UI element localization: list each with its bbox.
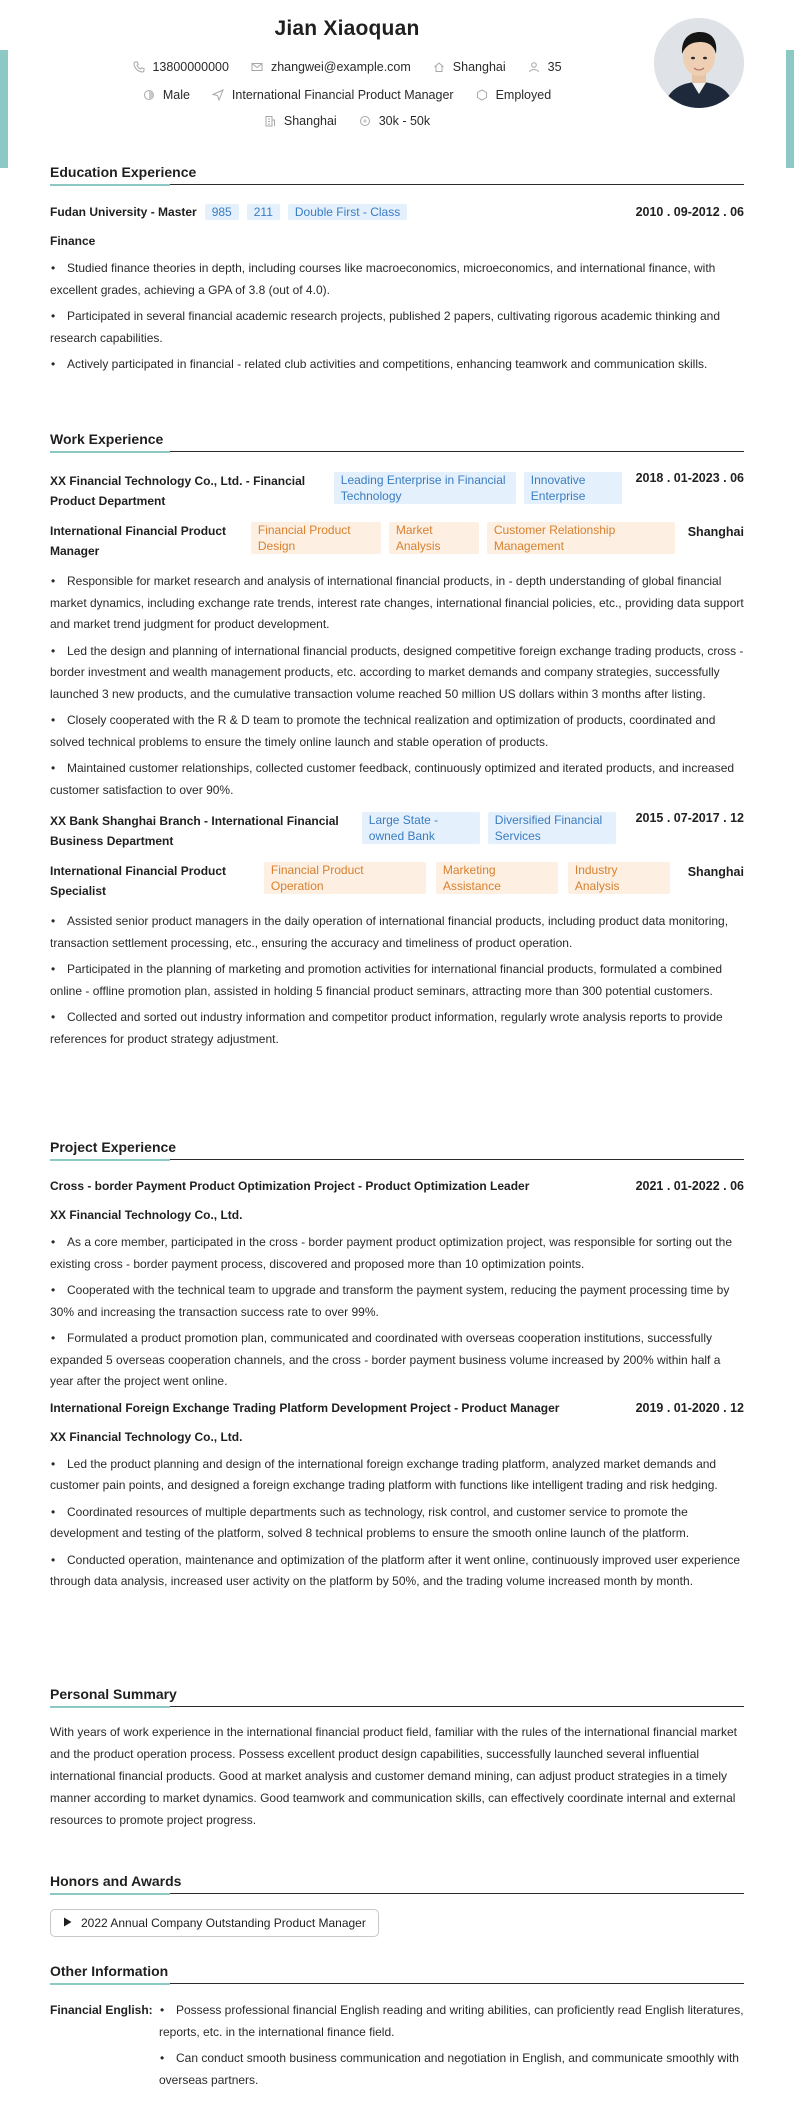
project-company: XX Financial Technology Co., Ltd. [50, 1429, 243, 1444]
phone-text: 13800000000 [152, 60, 229, 74]
award-item [50, 1909, 379, 1937]
project-name: International Foreign Exchange Trading Platform Development Project - Product Manager [50, 1400, 560, 1415]
mail-icon [251, 61, 264, 74]
left-accent-bar [0, 50, 8, 168]
project-date: 2019 . 01-2020 . 12 [635, 1400, 744, 1415]
list-item: • Led the product planning and design of the international foreign exchange trading platform, analyzed market demands and customer pain points, and designed a foreign exchange trading platform with functions like intelligent trading and risk hedging. [50, 1454, 744, 1497]
role-name: International Financial Product Specialist [50, 864, 227, 898]
project-name: Cross - border Payment Product Optimization Project - Product Optimization Leader [50, 1179, 530, 1193]
other-bullets [159, 2000, 744, 2096]
job-header-row [50, 471, 744, 511]
work-title: Work Experience [50, 431, 744, 452]
other-section [50, 1963, 744, 2096]
honors-section [50, 1873, 744, 1937]
summary-title: Personal Summary [50, 1686, 744, 1707]
list-item: • Collected and sorted out industry information and competitor product information, regularly wrote analysis reports to provide references for product strategy adjustment. [50, 1007, 744, 1050]
company-tag: Large State - owned Bank [362, 812, 480, 844]
email-item [251, 60, 411, 74]
list-item: • Maintained customer relationships, collected customer feedback, continuously optimized and iterated products, and increased customer satisfaction to over 90%. [50, 758, 744, 801]
major-name: Finance [50, 234, 96, 248]
status-icon [476, 89, 489, 102]
salary-text: 30k - 50k [378, 114, 431, 128]
phone-icon [132, 61, 145, 74]
summary-section [50, 1686, 744, 1831]
project-section [50, 1139, 744, 1598]
list-item: • Responsible for market research and analysis of international financial products, in - depth understanding of global financial market dynamics, including exchange rate trends, interest rate changes, international financial policies, etc., providing data support and market trend judgment for product development. [50, 571, 744, 636]
list-item: • Possess professional financial English reading and writing abilities, can proficiently read English literatures, reports, etc. in the international finance field. [159, 2000, 744, 2043]
list-item: • Closely cooperated with the R & D team to promote the technical realization and optimization of products, coordinated and solved technical problems to ensure the timely online launch and stable operation of products. [50, 710, 744, 753]
role-tag: Marketing Assistance [436, 862, 558, 894]
company-name: XX Financial Technology Co., Ltd. - Financial Product Department [50, 474, 306, 508]
honors-title: Honors and Awards [50, 1873, 744, 1894]
list-item: • Assisted senior product managers in the daily operation of international financial products, including product data monitoring, transaction settlement processing, etc., ensuring the accuracy and timeliness of product operation. [50, 911, 744, 954]
role-tag: Financial Product Design [251, 522, 381, 554]
list-item: • Participated in the planning of marketing and promotion activities for international financial products, formulated a combined online - offline promotion plan, assisted in holding 5 financial product seminars, attracting more than 300 potential customers. [50, 959, 744, 1002]
project-header-row [50, 1401, 744, 1415]
award-text: 2022 Annual Company Outstanding Product Manager [81, 1916, 366, 1930]
status-item [476, 88, 552, 102]
list-item: • Studied finance theories in depth, including courses like macroeconomics, microeconomics, and international finance, with excellent grades, achieving a GPA of 3.8 (out of 4.0). [50, 258, 744, 301]
phone-item [132, 60, 228, 74]
summary-text: With years of work experience in the international financial product field, familiar with the rules of the international financial market and the product operation process. Possess excellent product design capabilities, successfully launched several influential international financial products. Good at market analysis and customer demand mining, can adjust product strategies in a timely manner according to market dynamics. Good teamwork and communication skills, can effectively coordinate internal and external resources to promote project progress. [50, 1725, 738, 1827]
job-role-row [50, 521, 744, 561]
role-tag: Financial Product Operation [264, 862, 426, 894]
education-section [50, 164, 744, 381]
candidate-name: Jian Xiaoquan [274, 17, 420, 40]
coin-icon [359, 115, 372, 128]
education-date: 2010 . 09-2012 . 06 [635, 205, 744, 219]
salary-item [359, 114, 430, 128]
project-title: Project Experience [50, 1139, 744, 1160]
target-city-item [264, 114, 337, 128]
education-bullets [50, 258, 744, 376]
job-date: 2018 . 01-2023 . 06 [635, 471, 744, 485]
project-bullets [50, 1232, 744, 1393]
list-item: • Actively participated in financial - related club activities and competitions, enhancing teamwork and communication skills. [50, 354, 744, 376]
contact-line [50, 60, 644, 74]
location-text: Shanghai [452, 60, 506, 74]
company-tag: Innovative Enterprise [524, 472, 622, 504]
role-tag: Industry Analysis [568, 862, 670, 894]
role-tag: Customer Relationship Management [487, 522, 675, 554]
list-item: • Led the design and planning of international financial products, designed competitive foreign exchange trading products, cross - border investment and wealth management products, etc. according to market demands and company strategies, successfully launched 3 new products, and the cumulative transaction volume reached 50 million US dollars within 3 months after listing. [50, 641, 744, 706]
home-icon [433, 61, 446, 74]
list-item: • Participated in several financial academic research projects, published 2 papers, cultivating rigorous academic thinking and research capabilities. [50, 306, 744, 349]
list-item: • Coordinated resources of multiple departments such as technology, risk control, and customer service to promote the development and testing of the platform, solved 8 technical problems to ensure the smooth online launch of the platform. [50, 1502, 744, 1545]
target-city-text: Shanghai [283, 114, 337, 128]
profile-line [50, 88, 644, 102]
job-bullets [50, 571, 744, 801]
project-header-row [50, 1179, 744, 1193]
resume-header [50, 0, 744, 150]
position-item [212, 88, 454, 102]
list-item: • Formulated a product promotion plan, communicated and coordinated with overseas cooperation institutions, successfully expanded 5 overseas cooperation channels, and the cross - border payment business volume increased by 200% within half a year after the project went online. [50, 1328, 744, 1393]
school-tag: 985 [205, 204, 239, 220]
other-label: Financial English: [50, 2003, 153, 2017]
list-item: • Cooperated with the technical team to upgrade and transform the payment system, reducing the payment processing time by 30% and increasing the transaction success rate to over 99%. [50, 1280, 744, 1323]
company-name: XX Bank Shanghai Branch - International Financial Business Department [50, 814, 339, 848]
education-title: Education Experience [50, 164, 744, 185]
education-header-row [50, 204, 744, 220]
role-name: International Financial Product Manager [50, 524, 227, 558]
role-tag: Market Analysis [389, 522, 479, 554]
gender-item [143, 88, 190, 102]
job-city: Shanghai [687, 525, 744, 539]
job-header-row [50, 811, 744, 851]
company-tag: Diversified Financial Services [488, 812, 616, 844]
expectation-line [50, 114, 644, 128]
list-item: • As a core member, participated in the cross - border payment product optimization project, was responsible for sorting out the existing cross - border payment process, discovered and proposed more than 10 optimization points. [50, 1232, 744, 1275]
project-bullets [50, 1454, 744, 1593]
job-date: 2015 . 07-2017 . 12 [635, 811, 744, 825]
project-date: 2021 . 01-2022 . 06 [635, 1179, 744, 1193]
other-row [50, 2000, 744, 2096]
email-text: zhangwei@example.com [270, 60, 411, 74]
right-accent-bar [786, 50, 794, 168]
resume-page [50, 0, 744, 2087]
job-bullets [50, 911, 744, 1050]
status-text: Employed [495, 88, 552, 102]
company-tag: Leading Enterprise in Financial Technology [334, 472, 516, 504]
person-icon [528, 61, 541, 74]
work-section [50, 431, 744, 1055]
age-item [528, 60, 562, 74]
school-tag: 211 [247, 204, 280, 220]
other-title: Other Information [50, 1963, 744, 1984]
project-company: XX Financial Technology Co., Ltd. [50, 1208, 243, 1222]
send-icon [212, 89, 225, 102]
location-item [433, 60, 506, 74]
avatar [654, 18, 744, 108]
age-text: 35 [547, 60, 562, 74]
position-text: International Financial Product Manager [231, 88, 454, 102]
gender-text: Male [162, 88, 190, 102]
play-icon [63, 1916, 72, 1930]
list-item: • Conducted operation, maintenance and optimization of the platform after it went online, continuously improved user experience through data analysis, increased user activity on the platform by 50%, and the trading volume increased month by month. [50, 1550, 744, 1593]
school-tag: Double First - Class [288, 204, 407, 220]
school-name: Fudan University - Master [50, 205, 197, 219]
job-city: Shanghai [687, 865, 744, 879]
job-role-row [50, 861, 744, 901]
list-item: • Can conduct smooth business communication and negotiation in English, and communicate smoothly with overseas partners. [159, 2048, 744, 2091]
gender-icon [143, 89, 156, 102]
building-icon [264, 115, 277, 128]
